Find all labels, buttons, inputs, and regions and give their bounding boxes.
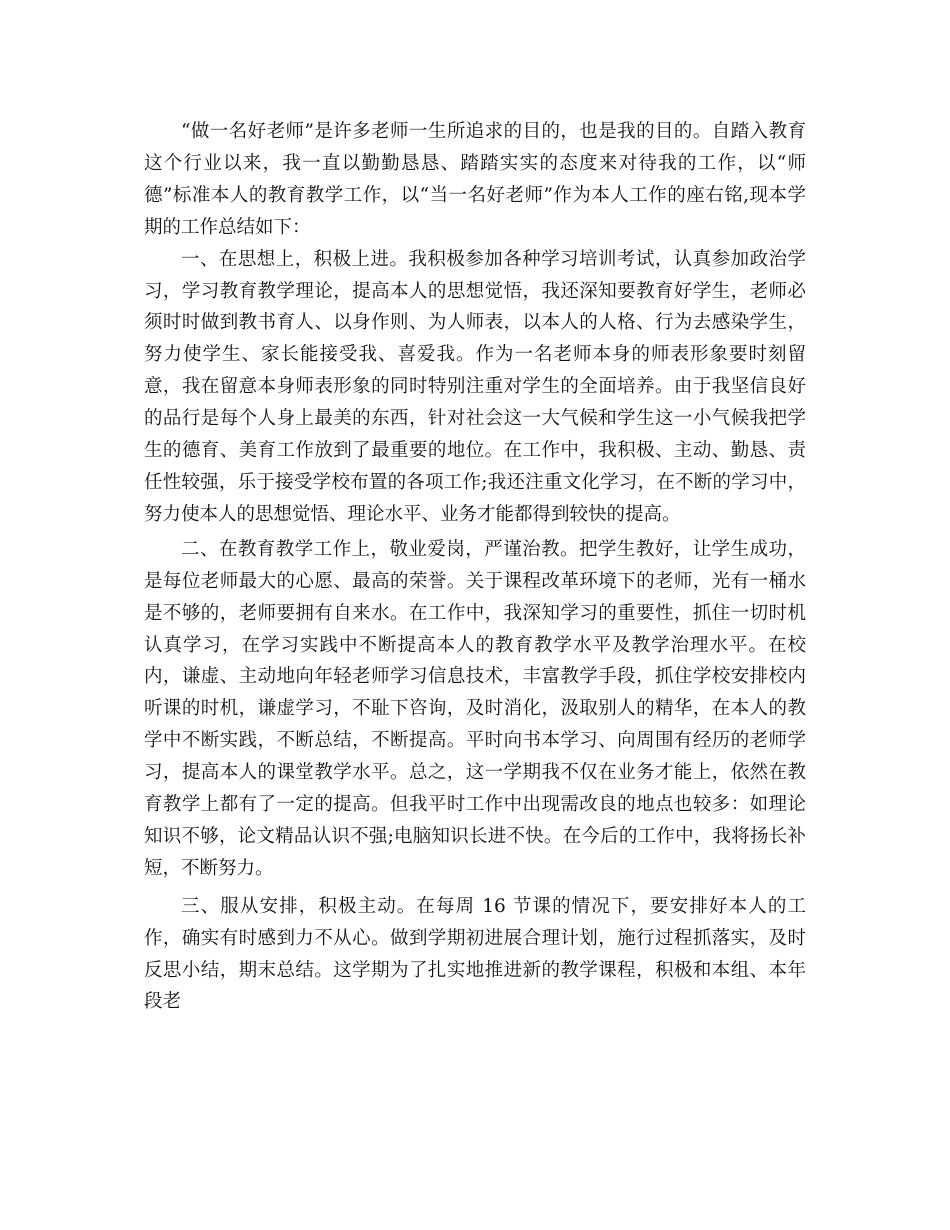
paragraph-intro: “做一名好老师”是许多老师一生所追求的目的，也是我的目的。自踏入教育这个行业以来，我一直以勤勤恳恳、踏踏实实的态度来对待我的工作，以“师德”标准本人的教育教学工作，以“当一名好老师”作为本人工作的座右铭,现本学期的工作总结如下： — [144, 121, 806, 238]
paragraph-teaching: 二、在教育教学工作上，敬业爱岗，严谨治教。把学生教好，让学生成功，是每位老师最大的心愿、最高的荣誉。关于课程改革环境下的老师，光有一桶水是不够的，老师要拥有自来水。在工作中，我深知学习的重要性，抓住一切时机认真学习，在学习实践中不断提高本人的教育教学水平及教学治理水平。在校内，谦虚、主动地向年轻老师学习信息技术，丰富教学手段，抓住学校安排校内听课的时机，谦虚学习，不耻下咨询，及时消化，汲取别人的精华，在本人的教学中不断实践，不断总结，不断提高。平时向书本学习、向周围有经历的老师学习，提高本人的课堂教学水平。总之，这一学期我不仅在业务才能上，依然在教育教学上都有了一定的提高。但我平时工作中出现需改良的地点也较多：如理论知识不够，论文精品认识不强;电脑知识长进不快。在今后的工作中，我将扬长补短，不断努力。 — [144, 538, 806, 879]
document-page — [144, 116, 806, 1018]
paragraph-ideology: 一、在思想上，积极上进。我积极参加各种学习培训考试，认真参加政治学习，学习教育教学理论，提高本人的思想觉悟，我还深知要教育好学生，老师必须时时做到教书育人、以身作则、为人师表，以本人的人格、行为去感染学生，努力使学生、家长能接受我、喜爱我。作为一名老师本身的师表形象要时刻留意，我在留意本身师表形象的同时特别注重对学生的全面培养。由于我坚信良好的品行是每个人身上最美的东西，针对社会这一大气候和学生这一小气候我把学生的德育、美育工作放到了最重要的地位。在工作中，我积极、主动、勤恳、责任性较强，乐于接受学校布置的各项工作;我还注重文化学习，在不断的学习中，努力使本人的思想觉悟、理论水平、业务才能都得到较快的提高。 — [144, 248, 806, 525]
paragraph-obedience: 三、服从安排，积极主动。在每周 16 节课的情况下，要安排好本人的工作，确实有时感到力不从心。做到学期初进展合理计划，施行过程抓落实，及时反思小结，期末总结。这学期为了扎实地推进新的教学课程，积极和本组、本年段老 — [144, 895, 806, 1013]
